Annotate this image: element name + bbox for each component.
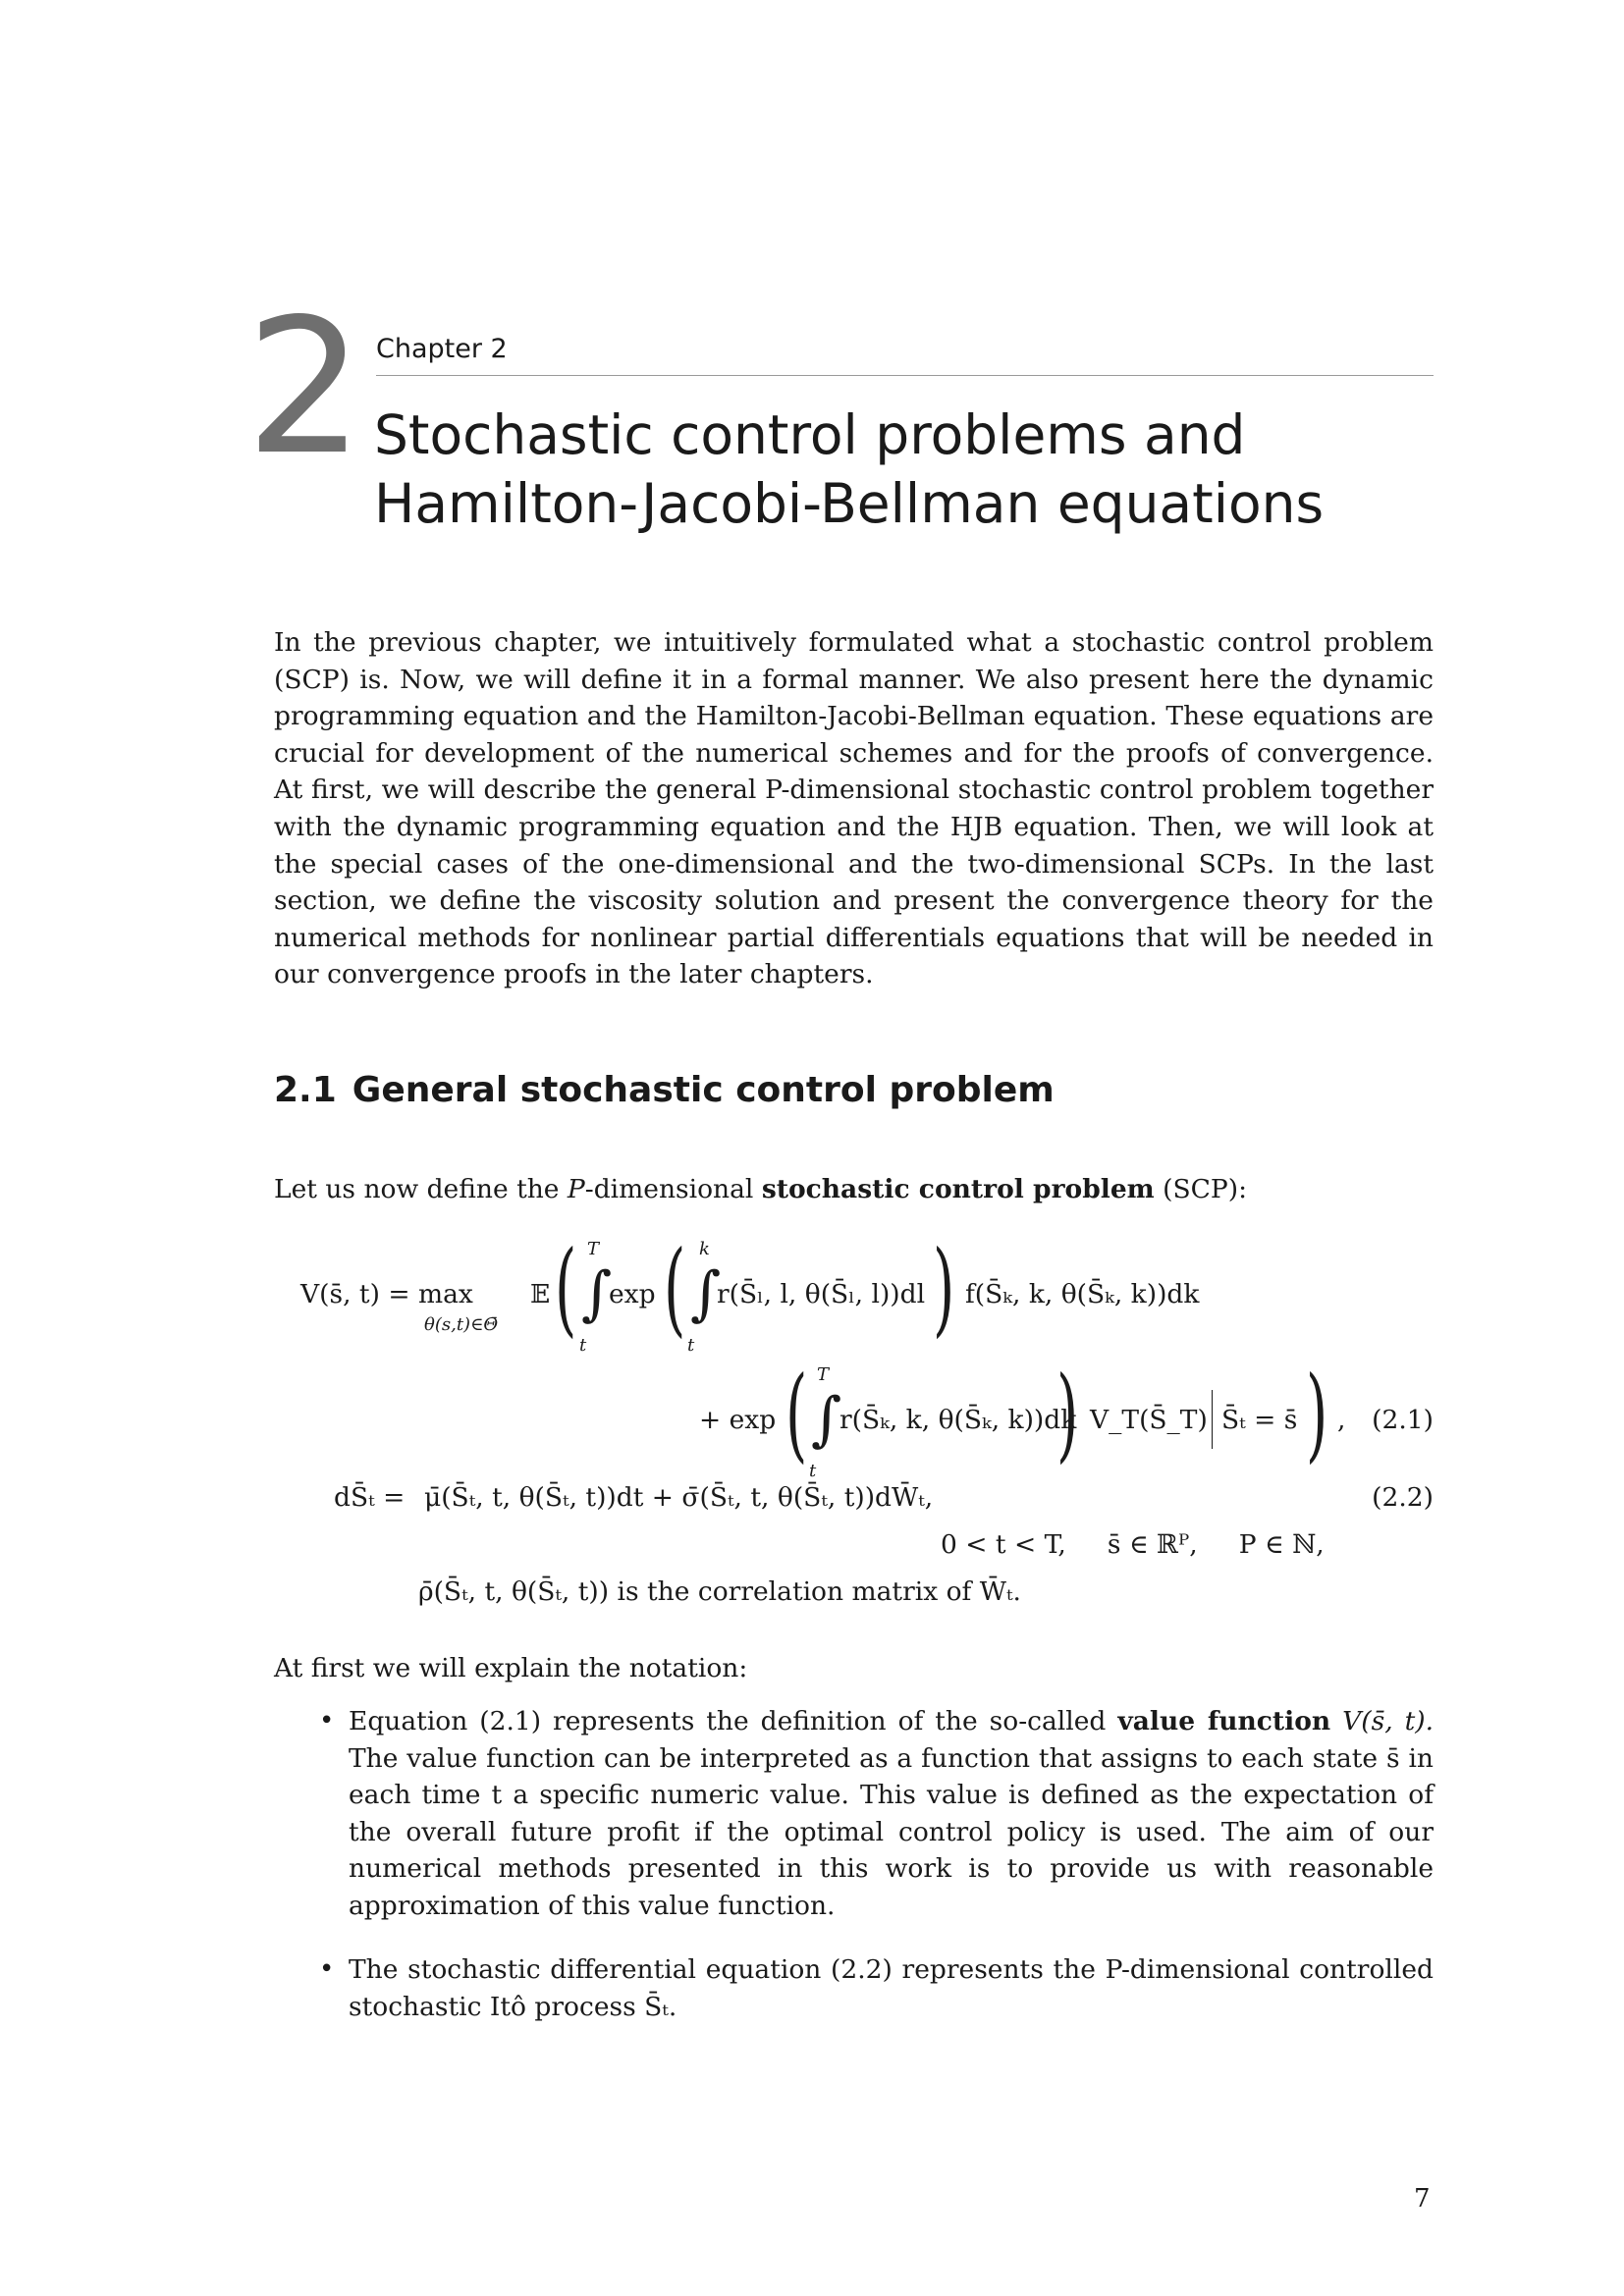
eq1-integral-3: ∫ xyxy=(811,1385,842,1454)
eq1-max-subscript: θ(s,t)∈Θ̄ xyxy=(424,1314,499,1335)
eq2-lhs: dS̄ₜ = xyxy=(334,1482,406,1513)
bullet-dot: • xyxy=(319,1706,335,1735)
list-item-text: The stochastic differential equation (2.2) represents the P-dimensional controlled stochastic Itô process S̄ₜ. xyxy=(349,1954,1434,2022)
eq1-paren-close-2: ) xyxy=(933,1228,955,1348)
bullet-dot: • xyxy=(319,1954,335,1984)
intro-paragraph: In the previous chapter, we intuitively formulated what a stochastic control problem (SCP) is. Now, we will define it in a formal manner. We also present here the dynamic programming equation and the Hamilton-Jacobi-Bellman equation. These equations are crucial for development of the numerical schemes and for the proofs of convergence. At first, we will describe the general P-dimensional stochastic control problem together with the dynamic programming equation and the HJB equation. Then, we will look at the special cases of the one-dimensional and the two-dimensional SCPs. In the last section, we define the viscosity solution and present the convergence theory for the numerical methods for nonlinear partial differentials equations that will be needed in our convergence proofs in the later chapters. xyxy=(274,627,1434,990)
definition-intro-middle: -dimensional xyxy=(584,1174,762,1204)
bullet1-bold: value function xyxy=(1117,1706,1331,1736)
eq1-inner-integrand-2: r(S̄ₖ, k, θ(S̄ₖ, k))dk xyxy=(839,1405,1077,1435)
list-item-text xyxy=(349,1703,1434,1925)
eq1-int3-lower: t xyxy=(809,1461,817,1481)
definition-intro-term: stochastic control problem xyxy=(761,1174,1155,1204)
chapter-label: Chapter 2 xyxy=(376,334,508,364)
bullet1-after: The value function can be interpreted as a function that assigns to each state s̄ in each time t a specific numeric value. This value is defined as the expectation of the overall future profit if the optimal control policy is used. The aim of our numerical methods presented in this work is to provide us with reasonable approximation of this value function. xyxy=(349,1742,1434,1921)
eq1-int2-upper: k xyxy=(699,1239,710,1259)
section-number: 2.1 xyxy=(274,1070,337,1110)
eq1-terminal: V_T(S̄_T) xyxy=(1090,1405,1208,1435)
eq1-lhs: V(s̄, t) = max xyxy=(300,1279,473,1309)
eq1-integral-2: ∫ xyxy=(690,1259,722,1328)
definition-intro-P: P xyxy=(567,1174,585,1204)
section-title: General stochastic control problem xyxy=(352,1070,1055,1110)
eq1-inner-integrand: r(S̄ₗ, l, θ(S̄ₗ, l))dl xyxy=(717,1279,926,1309)
bullet1-before: Equation (2.1) represents the definition of the so-called xyxy=(349,1706,1118,1736)
eq-rho-line: ρ̄(S̄ₜ, t, θ(S̄ₜ, t)) is the correlation matrix of W̄ₜ. xyxy=(418,1576,1021,1607)
chapter-title-line2: Hamilton-Jacobi-Bellman equations xyxy=(374,472,1325,535)
eq1-int2-lower: t xyxy=(687,1335,695,1356)
definition-intro xyxy=(274,1171,1434,1208)
eq1-condition: S̄ₜ = s̄ xyxy=(1221,1405,1298,1435)
eq1-comma: , xyxy=(1337,1405,1346,1435)
eq1-big-paren-close: ) xyxy=(1306,1354,1328,1473)
bullet1-math: V(s̄, t). xyxy=(1330,1706,1435,1736)
eq1-paren-close-3: ) xyxy=(1056,1354,1079,1473)
definition-intro-text: Let us now define the xyxy=(274,1174,568,1204)
definition-intro-after: (SCP): xyxy=(1154,1174,1248,1204)
eq1-expectation: 𝔼 xyxy=(530,1279,551,1309)
chapter-title-line1: Stochastic control problems and xyxy=(374,403,1246,466)
chapter-number: 2 xyxy=(245,279,360,496)
eq2-rhs: μ̄(S̄ₜ, t, θ(S̄ₜ, t))dt + σ̄(S̄ₜ, t, θ(S̄ₜ, t))dW̄ₜ, xyxy=(424,1482,934,1513)
page-number: 7 xyxy=(1414,2184,1431,2214)
section-heading xyxy=(274,1070,1055,1110)
eq2-number: (2.2) xyxy=(1372,1482,1434,1513)
eq-constraints: 0 < t < T, s̄ ∈ ℝᴾ, P ∈ ℕ, xyxy=(941,1529,1325,1560)
eq1-int1-lower: t xyxy=(579,1335,587,1356)
eq1-exp: exp xyxy=(609,1279,656,1309)
eq1-paren-open-2: ( xyxy=(664,1228,686,1348)
eq1-f-term: f(S̄ₖ, k, θ(S̄ₖ, k))dk xyxy=(965,1279,1200,1309)
chapter-rule xyxy=(376,375,1434,376)
eq1-plus-exp: + exp xyxy=(699,1405,777,1435)
eq1-number: (2.1) xyxy=(1372,1405,1434,1435)
chapter-title xyxy=(374,400,1454,538)
notation-intro: At first we will explain the notation: xyxy=(274,1653,748,1683)
eq1-int1-upper: T xyxy=(587,1239,600,1259)
eq1-big-paren-open: ( xyxy=(555,1228,577,1348)
eq1-conditional-bar xyxy=(1212,1390,1213,1449)
eq1-int3-upper: T xyxy=(817,1364,830,1385)
eq1-integral-1: ∫ xyxy=(581,1259,613,1328)
eq1-paren-open-3: ( xyxy=(785,1354,808,1473)
